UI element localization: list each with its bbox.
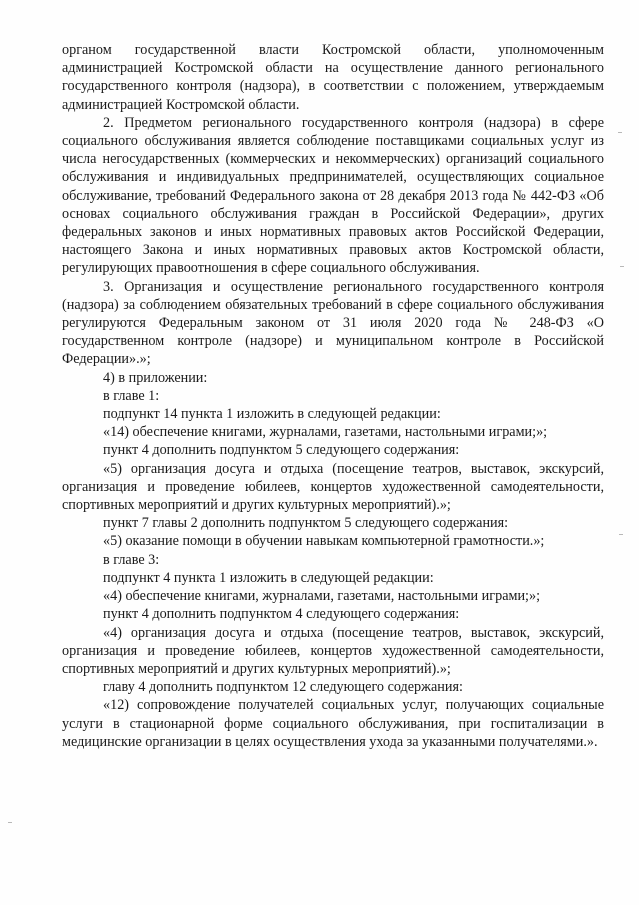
paragraph-amendment: пункт 7 главы 2 дополнить подпунктом 5 следующего содержания:: [103, 515, 509, 532]
paragraph-quote: «5) организация досуга и отдыха (посещение театров, выставок, экскурсий, организация и проведение юбилеев, концертов художественной самодеятельности, спортивных мероприятий и других культурных мероприятий).»;: [62, 460, 604, 514]
paragraph-quote: «14) обеспечение книгами, журналами, газетами, настольными играми;»;: [103, 424, 548, 441]
scan-artifact: [618, 132, 622, 133]
paragraph-item-3: 3. Организация и осуществление регионального государственного контроля (надзора) за соблюдением обязательных требований в сфере социального обслуживания регулируются Федеральным законом от 31 июля 2020 года № 248-ФЗ «О государственном контроле (надзоре) и муниципальном контроле в Российской Федерации».»;: [62, 278, 604, 368]
paragraph-quote: «12) сопровождение получателей социальных услуг, получающих социальные услуги в стационарной форме социального обслуживания, при госпитализации в медицинские организации в целях осуществления ухода за указанными получателями.».: [62, 697, 604, 750]
paragraph-amendment: пункт 4 дополнить подпунктом 4 следующего содержания:: [103, 606, 460, 623]
paragraph-item-2: 2. Предметом регионального государственного контроля (надзора) в сфере социального обслуживания является соблюдение поставщиками социальных услуг из числа негосударственных (коммерческих и некоммерческих) организаций социального обслуживания и индивидуальных предпринимателей, осуществляющих социальное обслуживание, требований Федерального закона от 28 декабря 2013 года № 442-ФЗ «Об основах социального обслуживания граждан в Российской Федерации», других федеральных законов и иных нормативных правовых актов Российской Федерации, настоящего Закона и иных нормативных правовых актов Костромской области, регулирующих правоотношения в сфере социального обслуживания.: [62, 114, 604, 277]
paragraph-item-4: 4) в приложении:: [103, 369, 208, 386]
paragraph-quote: «4) организация досуга и отдыха (посещение театров, выставок, экскурсий, организация и проведение юбилеев, концертов художественной самодеятельности, спортивных мероприятий и других культурных мероприятий).»;: [62, 624, 604, 677]
paragraph-quote: «4) обеспечение книгами, журналами, газетами, настольными играми;»;: [103, 588, 541, 605]
paragraph-amendment: подпункт 4 пункта 1 изложить в следующей редакции:: [103, 569, 434, 586]
paragraph-continuation: органом государственной власти Костромской области, уполномоченным администрацией Костромской области на осуществление данного регионального государственного контроля (надзора), в соответствии с положением, утверждаемым администрацией Костромской области.: [62, 42, 604, 113]
document-body: [62, 41, 604, 751]
paragraph-chapter-3: в главе 3:: [103, 551, 160, 568]
scan-artifact: [619, 534, 623, 535]
scan-artifact: [8, 822, 12, 823]
paragraph-amendment: пункт 4 дополнить подпунктом 5 следующего содержания:: [103, 442, 460, 459]
scan-artifact: [620, 266, 624, 267]
paragraph-quote: «5) оказание помощи в обучении навыкам компьютерной грамотности.»;: [103, 533, 545, 550]
paragraph-chapter-1: в главе 1:: [103, 387, 160, 404]
paragraph-amendment: подпункт 14 пункта 1 изложить в следующей редакции:: [103, 406, 441, 423]
paragraph-amendment: главу 4 дополнить подпунктом 12 следующего содержания:: [103, 679, 463, 696]
